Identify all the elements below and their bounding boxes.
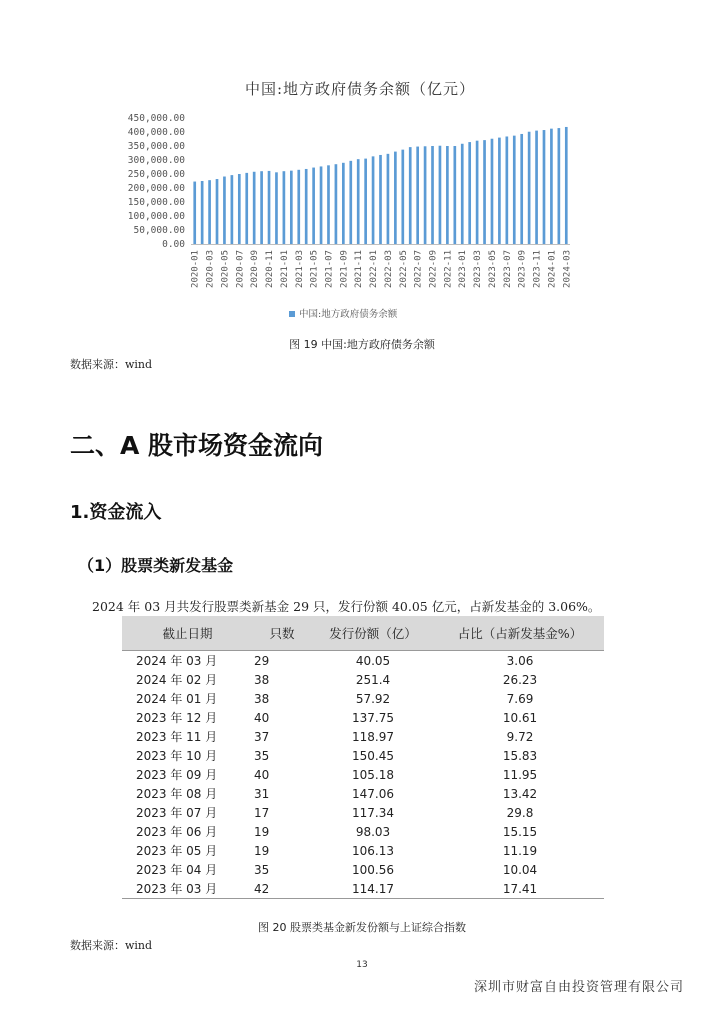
cell-share: 11.95 [502, 767, 538, 782]
table-row [122, 765, 604, 784]
bar [216, 179, 219, 244]
company-name: 深圳市财富自由投资管理有限公司 [473, 980, 684, 995]
bar [483, 140, 486, 244]
x-tick-label: 2023-03 [473, 250, 484, 288]
y-tick-label: 400,000.00 [127, 127, 185, 138]
x-tick-label: 2020-03 [205, 250, 216, 288]
x-tick-label: 2021-03 [294, 249, 305, 288]
table-row [122, 689, 604, 708]
table-row [122, 727, 604, 746]
cell-share: 9.72 [506, 729, 534, 744]
subsection-heading: 1.资金流入 [70, 502, 162, 523]
x-tick-label: 2022-09 [428, 250, 439, 288]
table-row [122, 708, 604, 727]
cell-date: 2024 年 02 月 [136, 673, 218, 687]
y-tick-label: 200,000.00 [127, 183, 185, 194]
x-tick-label: 2021-07 [324, 250, 335, 288]
bar [201, 181, 204, 244]
bar [498, 138, 501, 244]
cell-date: 2023 年 03 月 [122, 879, 254, 899]
cell-share: 15.15 [502, 824, 538, 839]
cell-count: 35 [254, 748, 270, 763]
x-tick-label: 2020-09 [250, 250, 261, 288]
bar [320, 166, 323, 244]
cell-issuance: 150.45 [352, 748, 394, 763]
cell-count: 31 [254, 786, 270, 801]
cell-count: 38 [254, 672, 270, 687]
bar [550, 129, 553, 244]
bar [349, 161, 352, 244]
cell-issuance: 114.17 [310, 879, 436, 899]
cell-share: 10.61 [502, 710, 538, 725]
bar [223, 177, 226, 244]
bar [372, 156, 375, 244]
bar [565, 127, 568, 244]
x-tick-label: 2024-03 [562, 250, 573, 288]
table-row [122, 784, 604, 803]
cell-issuance: 106.13 [352, 843, 394, 858]
figure-19-source: 数据来源：wind [70, 358, 153, 371]
x-tick-label: 2022-07 [413, 250, 424, 288]
cell-share: 13.42 [502, 786, 538, 801]
cell-date: 2023 年 09 月 [136, 768, 218, 782]
bar [491, 139, 494, 244]
table-header-row [122, 616, 604, 651]
bar [401, 150, 404, 244]
y-tick-label: 450,000.00 [127, 113, 185, 124]
bar [283, 171, 286, 244]
header-share: 占比（占新发基金%） [436, 616, 604, 651]
bar [327, 165, 330, 244]
bar [193, 182, 196, 244]
cell-share: 7.69 [506, 691, 534, 706]
bar [231, 175, 234, 244]
legend-label: 中国:地方政府债务余额 [299, 309, 398, 320]
cell-count: 29 [254, 653, 270, 668]
y-tick-label: 150,000.00 [127, 197, 185, 208]
cell-date: 2023 年 12 月 [136, 711, 218, 725]
cell-issuance: 117.34 [352, 805, 394, 820]
bar [535, 131, 538, 244]
bar [461, 144, 464, 244]
bar [312, 168, 315, 244]
bar [431, 146, 434, 244]
bar [468, 142, 471, 244]
table-row [122, 651, 604, 671]
bar [387, 154, 390, 244]
bar [439, 146, 442, 244]
chart-plot [70, 72, 650, 332]
cell-share: 17.41 [436, 879, 604, 899]
cell-date: 2023 年 11 月 [136, 730, 218, 744]
bar [416, 147, 419, 244]
new-fund-table [122, 616, 604, 899]
x-tick-label: 2022-05 [398, 250, 409, 288]
table-row [122, 746, 604, 765]
bar [520, 134, 523, 244]
page-number: 13 [356, 960, 368, 970]
cell-count: 17 [254, 805, 270, 820]
bar [409, 147, 412, 244]
bar [357, 159, 360, 244]
y-tick-label: 0.00 [162, 239, 185, 250]
y-tick-label: 100,000.00 [127, 211, 185, 222]
cell-date: 2023 年 08 月 [136, 787, 218, 801]
cell-share: 3.06 [506, 653, 534, 668]
section-heading: 二、A 股市场资金流向 [70, 431, 324, 460]
bar [275, 172, 278, 244]
x-tick-label: 2023-11 [532, 250, 543, 288]
bar [335, 164, 338, 244]
header-count: 只数 [254, 616, 310, 651]
x-tick-label: 2020-07 [235, 250, 246, 288]
cell-issuance: 98.03 [355, 824, 391, 839]
table-row [122, 822, 604, 841]
bar [342, 163, 345, 244]
x-tick-label: 2023-07 [502, 250, 513, 288]
x-tick-label: 2021-05 [309, 250, 320, 288]
bar [543, 130, 546, 244]
x-tick-label: 2023-09 [517, 250, 528, 288]
legend-swatch [289, 311, 295, 317]
cell-count: 38 [254, 691, 270, 706]
x-tick-label: 2022-03 [383, 250, 394, 288]
cell-count: 42 [254, 879, 310, 899]
header-date: 截止日期 [122, 616, 254, 651]
y-tick-label: 50,000.00 [133, 225, 185, 236]
table-row [122, 860, 604, 879]
debt-chart [70, 72, 650, 332]
x-tick-label: 2021-01 [279, 250, 290, 288]
cell-count: 19 [254, 824, 270, 839]
y-tick-label: 300,000.00 [127, 155, 185, 166]
bar [305, 169, 308, 244]
cell-date: 2023 年 10 月 [136, 749, 218, 763]
bar [558, 128, 561, 244]
cell-count: 40 [254, 710, 270, 725]
table-row [122, 879, 604, 899]
bar [290, 171, 293, 244]
cell-count: 40 [254, 767, 270, 782]
cell-share: 15.83 [502, 748, 538, 763]
cell-date: 2024 年 03 月 [136, 654, 218, 668]
bar [424, 146, 427, 244]
figure-19-caption: 图 19 中国:地方政府债务余额 [289, 338, 435, 351]
table-row [122, 841, 604, 860]
bar [268, 171, 271, 244]
table-row [122, 670, 604, 689]
cell-issuance: 147.06 [352, 786, 394, 801]
x-tick-label: 2023-01 [458, 250, 469, 288]
bar [208, 180, 211, 244]
cell-date: 2023 年 06 月 [136, 825, 218, 839]
cell-issuance: 57.92 [355, 691, 391, 706]
x-tick-label: 2020-11 [265, 250, 276, 288]
bar [238, 174, 241, 244]
cell-issuance: 118.97 [352, 729, 394, 744]
cell-issuance: 40.05 [355, 653, 391, 668]
y-tick-label: 250,000.00 [127, 169, 185, 180]
x-tick-label: 2022-01 [369, 250, 380, 288]
cell-share: 29.8 [506, 805, 534, 820]
cell-count: 35 [254, 862, 270, 877]
subsubsection-heading: （1）股票类新发基金 [78, 556, 234, 575]
bar [253, 172, 256, 244]
cell-issuance: 137.75 [352, 710, 394, 725]
bar [446, 146, 449, 244]
cell-issuance: 100.56 [352, 862, 394, 877]
bar [394, 152, 397, 244]
bar [506, 136, 509, 244]
chart-title: 中国:地方政府债务余额（亿元） [244, 80, 476, 98]
cell-issuance: 251.4 [355, 672, 391, 687]
bar [297, 170, 300, 244]
cell-count: 37 [254, 729, 270, 744]
bar [245, 173, 248, 244]
cell-issuance: 105.18 [352, 767, 394, 782]
x-tick-label: 2020-01 [190, 250, 201, 288]
table-row [122, 803, 604, 822]
y-tick-label: 350,000.00 [127, 141, 185, 152]
cell-date: 2023 年 05 月 [136, 844, 218, 858]
bar [379, 155, 382, 244]
cell-share: 10.04 [502, 862, 538, 877]
bar [260, 171, 263, 244]
cell-date: 2024 年 01 月 [136, 692, 218, 706]
bar [513, 136, 516, 244]
cell-share: 11.19 [502, 843, 538, 858]
cell-date: 2023 年 07 月 [136, 806, 218, 820]
cell-count: 19 [254, 843, 270, 858]
x-tick-label: 2021-09 [339, 250, 350, 288]
figure-20-source: 数据来源：wind [70, 939, 153, 952]
bar [528, 132, 531, 244]
figure-20-caption: 图 20 股票类基金新发份额与上证综合指数 [258, 921, 466, 934]
x-tick-label: 2020-05 [220, 250, 231, 288]
bar [476, 141, 479, 244]
intro-paragraph: 2024 年 03 月共发行股票类新基金 29 只，发行份额 40.05 亿元，占新发基金的 3.06%。 [92, 599, 601, 614]
x-tick-label: 2024-01 [547, 250, 558, 288]
cell-date: 2023 年 04 月 [136, 863, 218, 877]
x-tick-label: 2021-11 [354, 250, 365, 288]
header-issuance: 发行份额（亿） [310, 616, 436, 651]
x-tick-label: 2023-05 [487, 250, 498, 288]
bar [453, 146, 456, 244]
cell-share: 26.23 [502, 672, 538, 687]
x-tick-label: 2022-11 [443, 250, 454, 288]
bar [364, 159, 367, 244]
